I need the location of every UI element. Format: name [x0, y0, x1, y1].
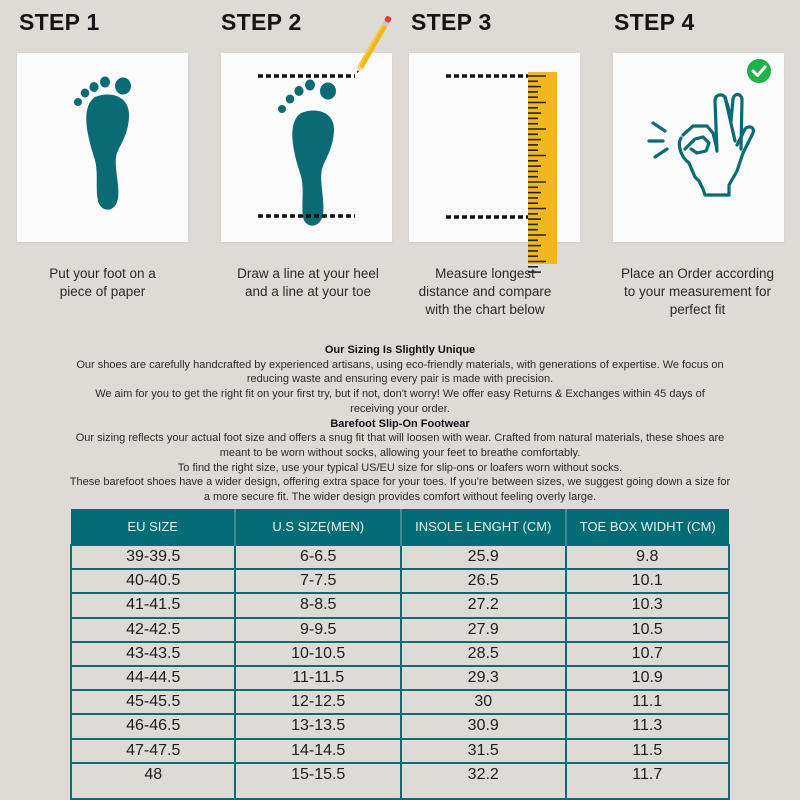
cell-toe-box-width: 10.7 [566, 642, 730, 666]
caption-line: and a line at your toe [244, 284, 372, 299]
caption-line: with the chart below [425, 302, 545, 317]
step-1-caption [17, 265, 188, 301]
checkmark-icon [747, 59, 771, 83]
caption-line: Place an Order according [620, 266, 775, 281]
cell-toe-box-width: 10.3 [566, 593, 730, 617]
header-us-size: U.S SIZE(MEN) [235, 509, 401, 545]
header-insole-length: INSOLE LENGHT (CM) [401, 509, 566, 545]
step-4-caption [600, 265, 795, 319]
cell-eu-size: 48 [71, 763, 235, 799]
info-text: We aim for you to get the right fit on your first try, but if not, don't worry! We offer easy Returns & Exchanges within 45 days of [95, 388, 705, 401]
caption-line: Measure longest [435, 266, 535, 281]
cell-us-size: 9-9.5 [235, 618, 401, 642]
cell-insole-length: 32.2 [401, 763, 566, 799]
table-row [71, 618, 729, 642]
size-chart-table [70, 509, 730, 800]
cell-toe-box-width: 11.1 [566, 690, 730, 714]
caption-line: Put your foot on a [49, 266, 156, 281]
step-3-card [409, 53, 580, 242]
cell-eu-size: 41-41.5 [71, 593, 235, 617]
cell-us-size: 12-12.5 [235, 690, 401, 714]
cell-toe-box-width: 9.8 [566, 545, 730, 569]
cell-eu-size: 40-40.5 [71, 569, 235, 593]
step-1-card [17, 53, 188, 242]
cell-insole-length: 31.5 [401, 739, 566, 763]
step-2-caption [218, 265, 398, 301]
table-row [71, 763, 729, 799]
footprint-with-lines-and-pencil-icon [221, 53, 392, 242]
cell-us-size: 6-6.5 [235, 545, 401, 569]
caption-line: piece of paper [59, 284, 146, 299]
cell-us-size: 15-15.5 [235, 763, 401, 799]
sizing-info [20, 343, 780, 505]
table-header-row [71, 509, 729, 545]
cell-us-size: 14-14.5 [235, 739, 401, 763]
cell-insole-length: 30 [401, 690, 566, 714]
cell-us-size: 13-13.5 [235, 714, 401, 738]
cell-eu-size: 39-39.5 [71, 545, 235, 569]
cell-insole-length: 27.9 [401, 618, 566, 642]
info-text: receiving your order. [350, 402, 450, 415]
step-1-title: STEP 1 [19, 9, 100, 35]
ok-hand-icon [649, 95, 753, 196]
table-row [71, 714, 729, 738]
cell-toe-box-width: 11.7 [566, 763, 730, 799]
info-text: Our sizing reflects your actual foot size and offers a snug fit that will loosen with wear. Crafted from natural materials, these shoes are [75, 432, 725, 445]
cell-insole-length: 28.5 [401, 642, 566, 666]
table-row [71, 593, 729, 617]
step-4-card [613, 53, 784, 242]
table-row [71, 690, 729, 714]
info-text: Our shoes are carefully handcrafted by experienced artisans, using eco-friendly materials, with generations of expertise. We focus on [76, 358, 724, 371]
cell-toe-box-width: 10.9 [566, 666, 730, 690]
cell-eu-size: 46-46.5 [71, 714, 235, 738]
caption-line: distance and compare [418, 284, 552, 299]
cell-toe-box-width: 11.3 [566, 714, 730, 738]
step-4-title: STEP 4 [614, 9, 695, 35]
table-row [71, 569, 729, 593]
cell-eu-size: 47-47.5 [71, 739, 235, 763]
cell-insole-length: 30.9 [401, 714, 566, 738]
cell-insole-length: 27.2 [401, 593, 566, 617]
cell-insole-length: 25.9 [401, 545, 566, 569]
info-text: reducing waste and ensuring every pair is made with precision. [246, 373, 554, 386]
header-toe-box-width: TOE BOX WIDHT (CM) [566, 509, 730, 545]
cell-eu-size: 43-43.5 [71, 642, 235, 666]
cell-eu-size: 44-44.5 [71, 666, 235, 690]
info-text: To find the right size, use your typical US/EU size for slip-ons or loafers worn without socks. [177, 461, 623, 474]
table-row [71, 666, 729, 690]
heading-sizing-unique: Our Sizing Is Slightly Unique [324, 344, 476, 356]
footprint-icon [17, 53, 188, 242]
cell-toe-box-width: 10.1 [566, 569, 730, 593]
cell-us-size: 10-10.5 [235, 642, 401, 666]
step-3-caption [400, 265, 570, 319]
header-eu-size: EU SIZE [71, 509, 235, 545]
table-row [71, 739, 729, 763]
cell-insole-length: 29.3 [401, 666, 566, 690]
caption-line: perfect fit [669, 302, 726, 317]
cell-toe-box-width: 11.5 [566, 739, 730, 763]
cell-us-size: 7-7.5 [235, 569, 401, 593]
heading-barefoot-footwear: Barefoot Slip-On Footwear [330, 417, 470, 430]
ruler-measure-icon [409, 53, 580, 242]
info-text: meant to be worn without socks, allowing your feet to breathe comfortably. [219, 446, 581, 459]
table-row [71, 545, 729, 569]
cell-us-size: 11-11.5 [235, 666, 401, 690]
info-text: These barefoot shoes have a wider design, offering extra space for your toes. If you're between sizes, we suggest going down a size for [69, 476, 731, 489]
step-2-card [221, 53, 392, 242]
info-text: a more secure fit. The wider design provides comfort without feeling overly large. [203, 491, 597, 504]
caption-line: Draw a line at your heel [237, 266, 379, 281]
pencil-icon [354, 15, 392, 74]
cell-eu-size: 45-45.5 [71, 690, 235, 714]
cell-eu-size: 42-42.5 [71, 618, 235, 642]
cell-toe-box-width: 10.5 [566, 618, 730, 642]
cell-us-size: 8-8.5 [235, 593, 401, 617]
step-2-title: STEP 2 [221, 9, 302, 35]
cell-insole-length: 26.5 [401, 569, 566, 593]
caption-line: to your measurement for [623, 284, 772, 299]
table-row [71, 642, 729, 666]
step-3-title: STEP 3 [411, 9, 492, 35]
